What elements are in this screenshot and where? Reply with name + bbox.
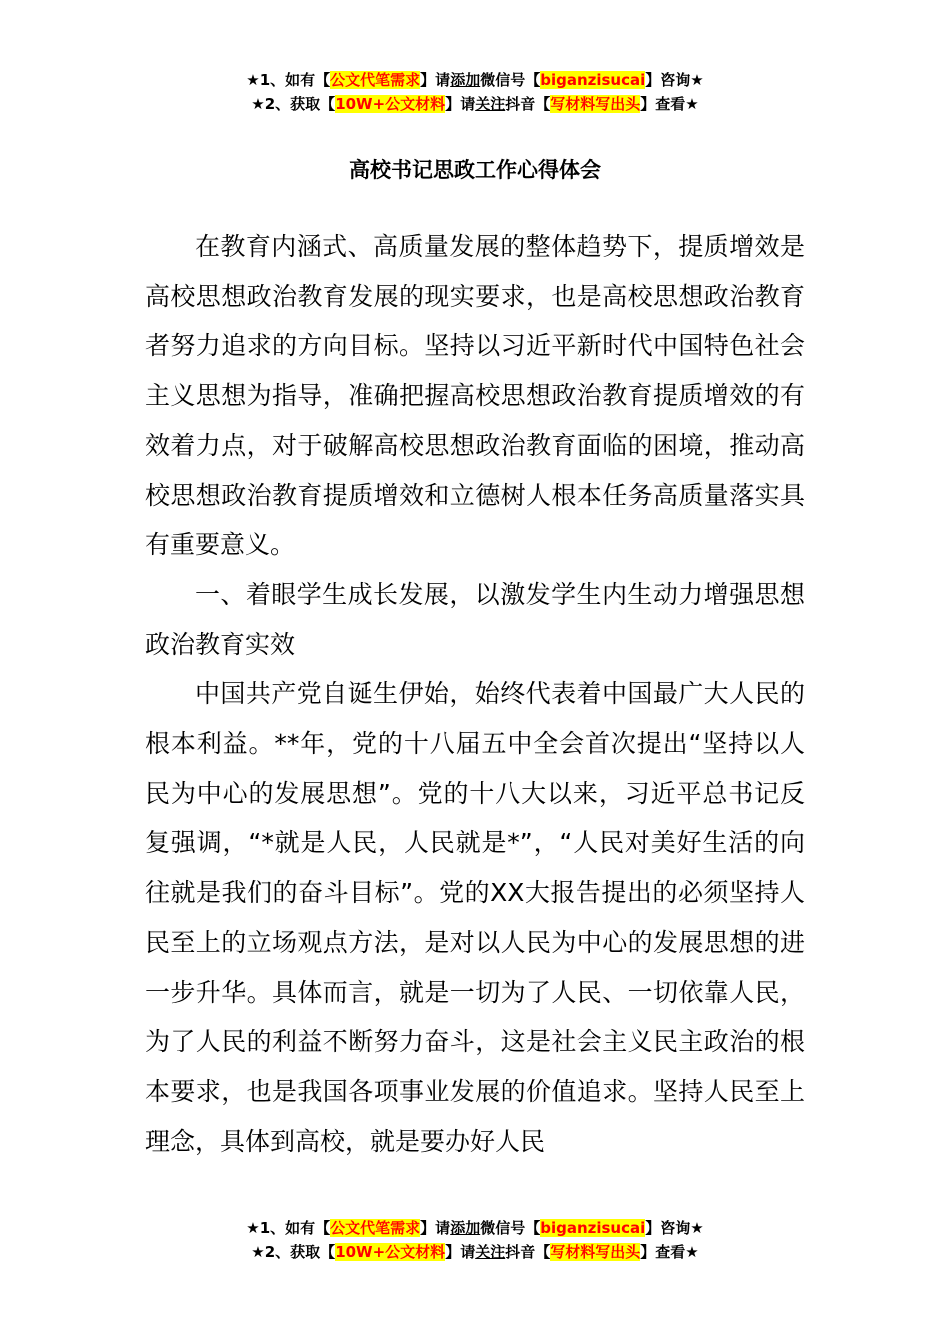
document-title: 高校书记思政工作心得体会: [349, 158, 601, 182]
promo-line-1: ★1、如有【公文代笔需求】请添加微信号【biganzisucai】咨询★: [246, 71, 704, 89]
section-heading-1: 一、着眼学生成长发展，以激发学生内生动力增强思想政治教育实效: [145, 579, 805, 659]
highlight-materials: 10W+公文材料: [335, 1243, 446, 1261]
highlight-wechat-id: biganzisucai: [540, 1219, 646, 1237]
document-body: [145, 222, 805, 1166]
promo-line-2: ★2、获取【10W+公文材料】请关注抖音【写材料写出头】查看★: [251, 1243, 699, 1261]
highlight-materials: 10W+公文材料: [335, 95, 446, 113]
highlight-wechat-id: biganzisucai: [540, 71, 646, 89]
body-paragraph-intro: 在教育内涵式、高质量发展的整体趋势下，提质增效是高校思想政治教育发展的现实要求，也是高校思想政治教育者努力追求的方向目标。坚持以习近平新时代中国特色社会主义思想为指导，准确把握高校思想政治教育提质增效的有效着力点，对于破解高校思想政治教育面临的困境，推动高校思想政治教育提质增效和立德树人根本任务高质量落实具有重要意义。: [145, 232, 805, 560]
highlight-service: 公文代笔需求: [330, 1219, 421, 1237]
promo-line-1: ★1、如有【公文代笔需求】请添加微信号【biganzisucai】咨询★: [246, 1219, 704, 1237]
body-paragraph: 中国共产党自诞生伊始，始终代表着中国最广大人民的根本利益。**年，党的十八届五中全会首次提出“坚持以人民为中心的发展思想”。党的十八大以来，习近平总书记反复强调，“*就是人民，人民就是*”，“人民对美好生活的向往就是我们的奋斗目标”。党的XX大报告提出的必须坚持人民至上的立场观点方法，是对以人民为中心的发展思想的进一步升华。具体而言，就是一切为了人民、一切依靠人民，为了人民的利益不断努力奋斗，这是社会主义民主政治的根本要求，也是我国各项事业发展的价值追求。坚持人民至上理念，具体到高校，就是要办好人民: [145, 679, 805, 1156]
top-promo-banner: [0, 68, 950, 116]
highlight-service: 公文代笔需求: [330, 71, 421, 89]
highlight-douyin-id: 写材料写出头: [550, 95, 641, 113]
bottom-promo-banner: [0, 1216, 950, 1264]
highlight-douyin-id: 写材料写出头: [550, 1243, 641, 1261]
promo-line-2: ★2、获取【10W+公文材料】请关注抖音【写材料写出头】查看★: [251, 95, 699, 113]
